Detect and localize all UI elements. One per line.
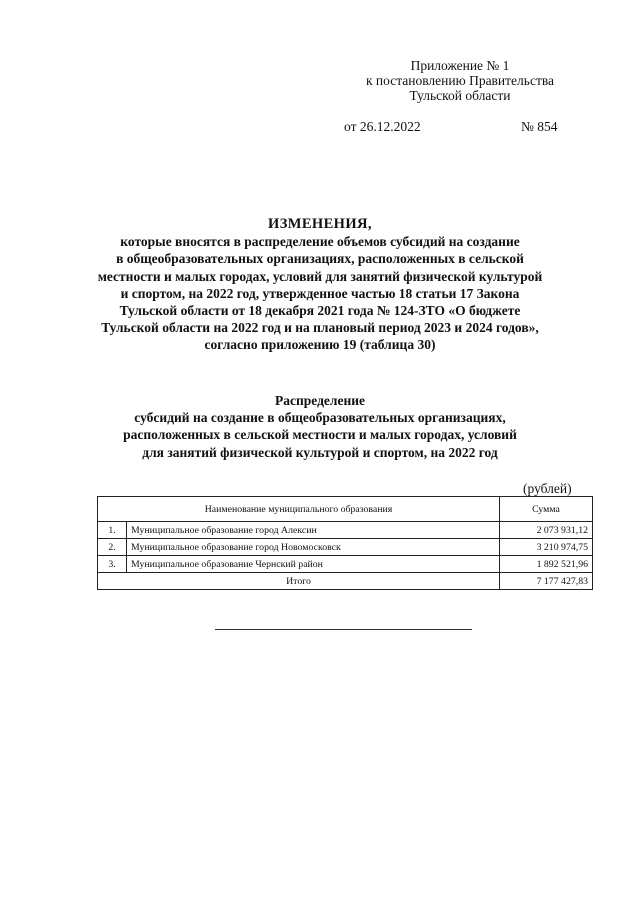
distribution-table <box>97 496 593 590</box>
annex-line: к постановлению Правительства <box>365 73 555 88</box>
changes-line: которые вносятся в распределение объемов субсидий на создание <box>120 234 520 250</box>
document-date: от 26.12.2022 <box>344 119 421 134</box>
table-header-row <box>98 497 593 522</box>
changes-line: согласно приложению 19 (таблица 30) <box>204 337 436 353</box>
row-name: Муниципальное образование город Новомосковск <box>127 539 500 556</box>
row-number: 1. <box>98 522 127 539</box>
changes-line: Тульской области на 2022 год и на плановый период 2023 и 2024 годов», <box>101 320 539 336</box>
row-amount: 3 210 974,75 <box>500 539 593 556</box>
row-name: Муниципальное образование город Алексин <box>127 522 500 539</box>
table-row <box>98 539 593 556</box>
changes-line: и спортом, на 2022 год, утвержденное частью 18 статьи 17 Закона <box>120 285 520 301</box>
row-number: 2. <box>98 539 127 556</box>
units-label: (рублей) <box>523 481 572 496</box>
changes-title: ИЗМЕНЕНИЯ, <box>268 216 372 232</box>
annex-line: Тульской области <box>409 88 511 103</box>
row-amount: 2 073 931,12 <box>500 522 593 539</box>
distribution-heading <box>60 392 580 461</box>
row-number: 3. <box>98 556 127 573</box>
table-row <box>98 522 593 539</box>
annex-block <box>330 58 590 103</box>
document-number: № 854 <box>521 119 558 134</box>
distribution-line: субсидий на создание в общеобразовательных организациях, <box>134 410 506 426</box>
changes-line: местности и малых городах, условий для занятий физической культурой <box>97 268 543 284</box>
total-label: Итого <box>98 573 500 590</box>
changes-heading <box>60 216 580 354</box>
closing-rule <box>215 629 472 630</box>
total-amount: 7 177 427,83 <box>500 573 593 590</box>
changes-line: в общеобразовательных организациях, расположенных в сельской <box>116 251 524 267</box>
column-header-name: Наименование муниципального образования <box>98 497 500 522</box>
table-total-row <box>98 573 593 590</box>
table-row <box>98 556 593 573</box>
changes-line: Тульской области от 18 декабря 2021 года № 124-ЗТО «О бюджете <box>119 303 521 319</box>
distribution-title: Распределение <box>274 393 366 408</box>
row-amount: 1 892 521,96 <box>500 556 593 573</box>
annex-line: Приложение № 1 <box>410 58 510 73</box>
distribution-line: расположенных в сельской местности и малых городах, условий <box>123 427 517 443</box>
column-header-amount: Сумма <box>500 497 593 522</box>
distribution-line: для занятий физической культурой и спортом, на 2022 год <box>142 444 498 460</box>
row-name: Муниципальное образование Чернский район <box>127 556 500 573</box>
